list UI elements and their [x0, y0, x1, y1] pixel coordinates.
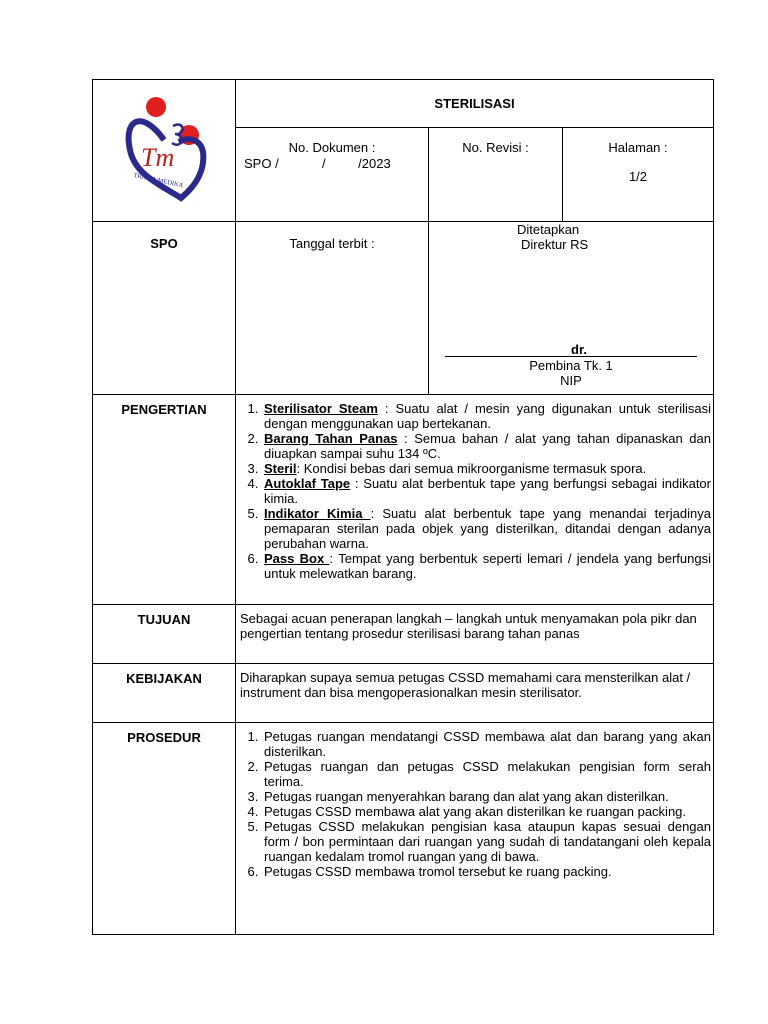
logo-text: TRISNA MEDIKA	[132, 171, 184, 190]
revision-cell	[429, 128, 563, 222]
tujuan-cell	[236, 605, 714, 664]
director-label: Direktur RS	[521, 237, 589, 252]
definition-item: 2. Barang Tahan Panas : Semua bahan / alat yang tahan dipanaskan dan diuapkan sampai suhu 134 ºC.	[262, 431, 711, 461]
page-value: 1/2	[628, 169, 648, 185]
definition-item: 1. Sterilisator Steam : Suatu alat / mesin yang digunakan untuk sterilisasi dengan menggunakan uap bertekanan.	[262, 401, 711, 431]
tujuan-text: Sebagai acuan penerapan langkah – langkah untuk menyamakan pola pikr dan pengertian tentang prosedur sterilisasi barang tahan panas	[240, 611, 697, 641]
document-number-value: SPO / / /2023	[244, 156, 391, 172]
definition-item: 4. Autoklaf Tape : Suatu alat berbentuk tape yang berfungsi sebagai indikator kimia.	[262, 476, 711, 506]
hospital-logo-cell	[93, 80, 236, 222]
definition-item: 3. Steril: Kondisi bebas dari semua mikroorganisme termasuk spora.	[262, 461, 711, 476]
procedure-step: 4. Petugas CSSD membawa alat yang akan disterilkan ke ruangan packing.	[262, 804, 711, 819]
document-number-label: No. Dokumen :	[288, 140, 376, 156]
document-number-cell	[236, 128, 429, 222]
spo-document	[92, 79, 713, 935]
revision-label: No. Revisi :	[462, 140, 529, 156]
pengertian-label: PENGERTIAN	[93, 395, 236, 605]
procedure-step: 6. Petugas CSSD membawa tromol tersebut ke ruang packing.	[262, 864, 711, 879]
definition-item: 6. Pass Box : Tempat yang berbentuk seperti lemari / jendela yang berfungsi untuk melewatkan barang.	[262, 551, 711, 581]
hospital-logo-icon	[93, 80, 236, 218]
procedure-list	[240, 729, 711, 879]
kebijakan-text: Diharapkan supaya semua petugas CSSD memahami cara mensterilkan alat / instrument dan bisa mengoperasionalkan mesin sterilisator.	[240, 670, 691, 700]
pengertian-content	[236, 395, 714, 605]
issue-date-label: Tanggal terbit :	[236, 222, 429, 395]
tujuan-label: TUJUAN	[93, 605, 236, 664]
prosedur-label: PROSEDUR	[93, 723, 236, 935]
signer-rank: Pembina Tk. 1	[529, 358, 613, 373]
kebijakan-cell	[236, 664, 714, 723]
document-title: STERILISASI	[236, 80, 714, 128]
logo-letters: Tm	[141, 143, 175, 172]
procedure-step: 1. Petugas ruangan mendatangi CSSD membawa alat dan barang yang akan disterilkan.	[262, 729, 711, 759]
kebijakan-label: KEBIJAKAN	[93, 664, 236, 723]
page-label: Halaman :	[608, 140, 668, 156]
prosedur-cell	[236, 723, 714, 935]
procedure-step: 2. Petugas ruangan dan petugas CSSD melakukan pengisian form serah terima.	[262, 759, 711, 789]
page-cell	[563, 128, 714, 222]
signature-line	[445, 356, 697, 357]
procedure-step: 3. Petugas ruangan menyerahkan barang dan alat yang akan disterilkan.	[262, 789, 711, 804]
definition-list	[240, 401, 711, 581]
established-label: Ditetapkan	[517, 222, 580, 237]
signer-name: dr.	[571, 342, 587, 357]
spo-label: SPO	[93, 222, 236, 395]
approval-cell	[429, 222, 714, 395]
procedure-step: 5. Petugas CSSD melakukan pengisian kasa ataupun kapas sesuai dengan form / bon permintaan dari ruangan yang sudah di tandatangani oleh kepala ruangan kedalam tromol ruangan yang di bawa.	[262, 819, 711, 864]
signer-nip: NIP	[560, 373, 582, 388]
definition-item: 5. Indikator Kimia : Suatu alat berbentuk tape yang menandai terjadinya pemaparan sterilan pada objek yang disterilkan, ditandai dengan adanya perubahan warna.	[262, 506, 711, 551]
spo-table	[92, 79, 714, 935]
